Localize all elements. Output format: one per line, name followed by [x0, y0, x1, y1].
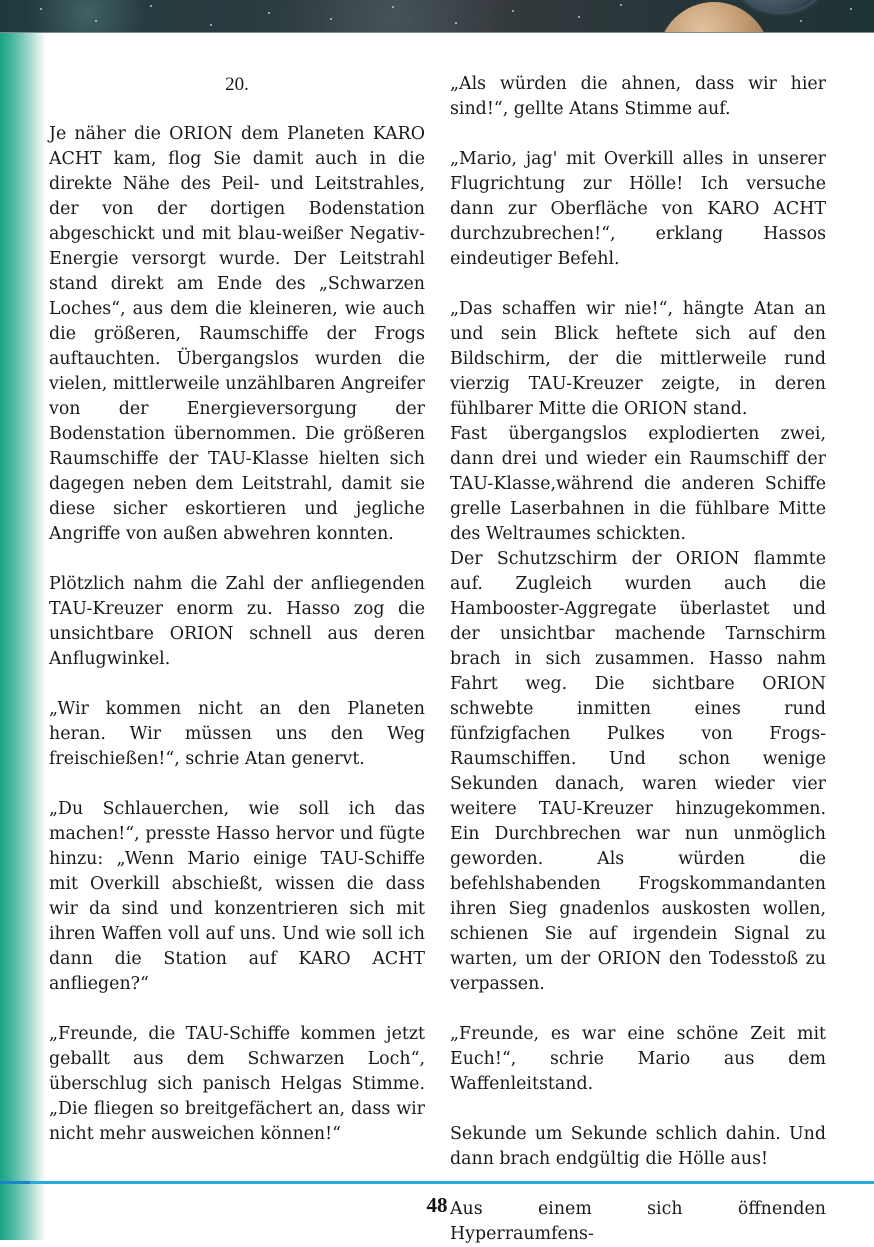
star: [512, 10, 514, 12]
side-accent-bar: [0, 33, 46, 1240]
star: [578, 16, 580, 18]
paragraph: Der Schutzschirm der ORION flammte auf. Zugleich wurden auch die Hambooster-Aggregate überlastet und der unsichtbar machende Tarnschirm brach in sich zusammen. Hasso nahm Fahrt weg. Die sichtbare ORION schwebte inmitten eines rund fünfzigfachen Pulkes von Frogs-Raumschiffen. Und schon wenige Sekunden danach, waren wieder vier weitere TAU-Kreuzer hinzugekommen. Ein Durchbrechen war nun unmöglich geworden. Als würden die befehlshabenden Frogskommandanten ihren Sieg gnadenlos auskosten wollen, schienen Sie auf irgendein Signal zu warten, um der ORION den Todesstoß zu verpassen.: [450, 549, 826, 994]
right-text-column: [450, 72, 826, 1247]
star: [800, 20, 802, 22]
star: [850, 8, 852, 10]
paragraph: „Das schaffen wir nie!“, hängte Atan an und sein Blick heftete sich auf den Bildschirm, der die mittlerweile rund vierzig TAU-Kreuzer zeigte, in deren fühlbarer Mitte die ORION stand.: [450, 299, 826, 419]
star: [210, 24, 212, 26]
paragraph: „Freunde, die TAU-Schiffe kommen jetzt geballt aus dem Schwarzen Loch“, überschlug sich panisch Helgas Stimme. „Die fliegen so breitgefächert an, dass wir nicht mehr ausweichen können!“: [49, 1024, 425, 1144]
star: [268, 12, 270, 14]
page-number: 48: [426, 1193, 448, 1217]
mars-planet-image: [658, 2, 770, 33]
star: [40, 8, 42, 10]
star: [150, 5, 152, 7]
left-text-column: [49, 72, 425, 1147]
paragraph: Aus einem sich öffnenden Hyperraumfens-: [450, 1199, 826, 1244]
paragraph: Fast übergangslos explodierten zwei, dann drei und wieder ein Raumschiff der TAU-Klasse,während die anderen Schiffe grelle Laserbahnen in die fühlbare Mitte des Weltraumes schickten.: [450, 424, 826, 544]
star: [330, 18, 332, 20]
star: [620, 4, 622, 6]
paragraph: „Mario, jag' mit Overkill alles in unserer Flugrichtung zur Hölle! Ich versuche dann zur Oberfläche von KARO ACHT durchzubrechen!“, erklang Hassos eindeutiger Befehl.: [450, 149, 826, 269]
paragraph: Je näher die ORION dem Planeten KARO ACHT kam, flog Sie damit auch in die direkte Nähe des Peil- und Leitstrahles, der von der dortigen Bodenstation abgeschickt und mit blau-weißer Negativ-Energie versorgt wurde. Der Leitstrahl stand direkt am Ende des „Schwarzen Loches“, aus dem die kleineren, wie auch die größeren, Raumschiffe der Frogs auftauchten. Übergangslos wurden die vielen, mittlerweile unzählbaren Angreifer von der Energieversorgung der Bodenstation übernommen. Die größeren Raumschiffe der TAU-Klasse hielten sich dagegen neben dem Leitstrahl, damit sie diese sicher eskortieren und jegliche Angriffe von außen abwehren konnten.: [49, 124, 425, 544]
star: [392, 6, 394, 8]
footer-divider: [0, 1181, 874, 1184]
star: [95, 20, 97, 22]
paragraph: „Du Schlauerchen, wie soll ich das machen!“, presste Hasso hervor und fügte hinzu: „Wenn Mario einige TAU-Schiffe mit Overkill abschießt, wissen die dass wir da sind und konzentrieren sich mit ihren Waffen voll auf uns. Und wie soll ich dann die Station auf KARO ACHT anfliegen?“: [49, 799, 425, 994]
blue-planet-image: [735, 0, 825, 12]
paragraph: Plötzlich nahm die Zahl der anfliegenden TAU-Kreuzer enorm zu. Hasso zog die unsichtbare ORION schnell aus deren Anflugwinkel.: [49, 574, 425, 669]
paragraph: „Wir kommen nicht an den Planeten heran. Wir müssen uns den Weg freischießen!“, schrie Atan genervt.: [49, 699, 425, 769]
chapter-number: 20.: [225, 74, 249, 95]
paragraph: „Freunde, es war eine schöne Zeit mit Euch!“, schrie Mario aus dem Waffenleitstand.: [450, 1024, 826, 1094]
paragraph: Sekunde um Sekunde schlich dahin. Und dann brach endgültig die Hölle aus!: [450, 1124, 826, 1169]
paragraph: „Als würden die ahnen, dass wir hier sind!“, gellte Atans Stimme auf.: [450, 74, 826, 119]
star: [455, 22, 457, 24]
header-space-image: [0, 0, 874, 33]
